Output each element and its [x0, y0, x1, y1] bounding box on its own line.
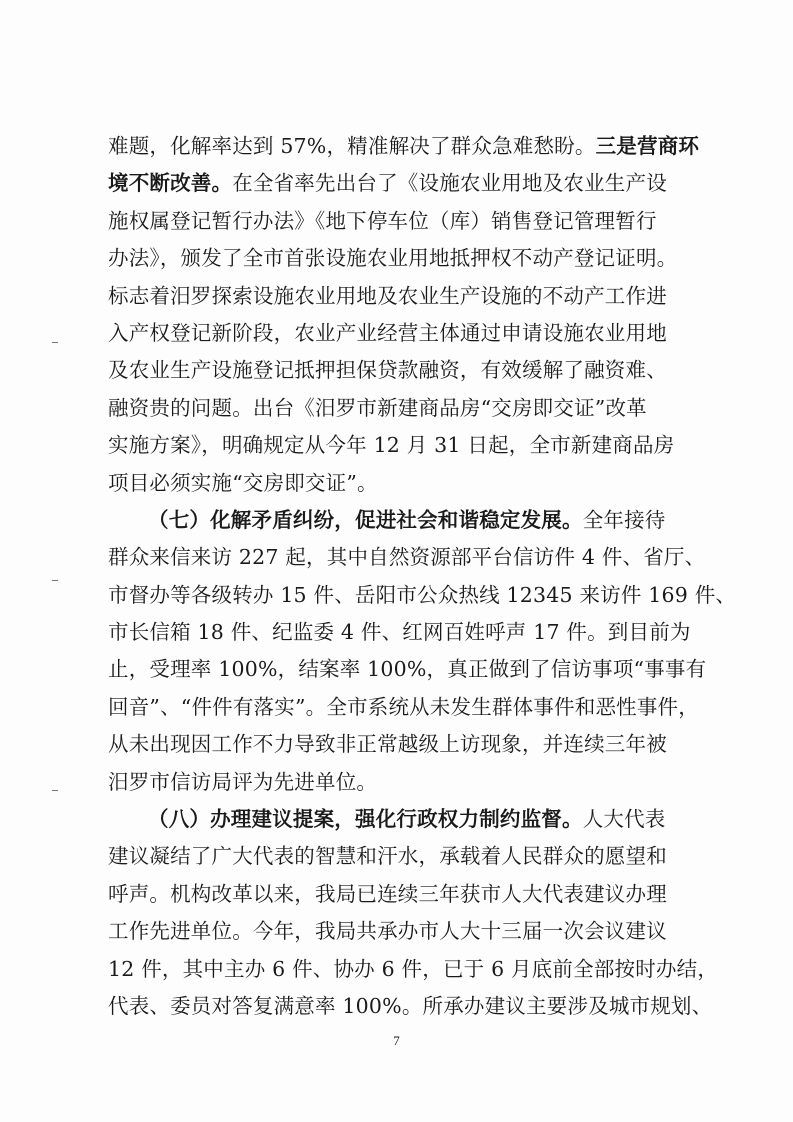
- text-run: 呼声。机构改革以来，我局已连续三年获市人大代表建议办理: [108, 881, 667, 906]
- bold-text-run: （八）办理建议提案，强化行政权力制约监督。: [148, 807, 583, 832]
- text-line: [108, 352, 688, 389]
- text-line: [108, 614, 691, 651]
- bold-text-run: （七）化解矛盾纠纷，促进社会和谐稳定发展。: [148, 507, 583, 532]
- text-line: [108, 427, 688, 464]
- text-run: 12 件，其中主办 6 件、协办 6 件，已于 6 月底前全部按时办结，: [108, 956, 719, 981]
- text-run: 全年接待: [582, 507, 666, 532]
- text-line: [108, 876, 688, 913]
- text-run: 项目必须实施“交房即交证”。: [108, 470, 378, 495]
- text-line: [108, 502, 688, 539]
- text-line: [108, 240, 688, 277]
- text-run: 工作先进单位。今年，我局共承办市人大十三届一次会议建议: [108, 919, 667, 944]
- text-run: 融资贵的问题。出台《汨罗市新建商品房“交房即交证”改革: [108, 395, 647, 420]
- text-run: 办法》，颁发了全市首张设施农业用地抵押权不动产登记证明。: [108, 246, 678, 271]
- text-line: [108, 203, 688, 240]
- text-run: 难题，化解率达到 57%，精准解决了群众急难愁盼。: [108, 134, 596, 158]
- text-run: 标志着汨罗探索设施农业用地及农业生产设施的不动产工作进: [108, 283, 667, 308]
- text-line: [108, 128, 700, 165]
- text-line: [108, 689, 699, 726]
- scan-mark: [52, 342, 58, 343]
- text-line: [108, 165, 688, 202]
- text-line: [108, 651, 707, 688]
- text-run: 在全省率先出台了《设施农业用地及农业生产设: [232, 171, 667, 196]
- text-line: [108, 465, 688, 502]
- text-line: [108, 315, 688, 352]
- text-run: 汨罗市信访局评为先进单位。: [108, 769, 378, 794]
- text-line: [108, 278, 688, 315]
- text-run: 市长信箱 18 件、纪监委 4 件、红网百姓呼声 17 件。到目前为: [108, 620, 691, 645]
- text-line: [108, 577, 737, 614]
- text-line: [108, 951, 719, 988]
- bold-text-run: 境不断改善。: [108, 171, 233, 196]
- text-run: 市督办等各级转办 15 件、岳阳市公众热线 12345 来访件 169 件、: [108, 582, 737, 607]
- text-line: [108, 838, 688, 875]
- text-line: [108, 726, 688, 763]
- bold-text-run: 三是营商环: [595, 134, 700, 158]
- text-run: 回音”、“件件有落实”。全市系统从未发生群体事件和恶性事件，: [108, 694, 699, 719]
- scan-mark: [52, 790, 58, 791]
- text-run: 人大代表: [582, 807, 666, 832]
- text-line: [108, 390, 688, 427]
- text-run: 入产权登记新阶段，农业产业经营主体通过申请设施农业用地: [108, 320, 667, 345]
- text-line: [108, 988, 713, 1025]
- text-line: [108, 801, 688, 838]
- text-run: 止，受理率 100%，结案率 100%，真正做到了信访事项“事事有: [108, 657, 707, 682]
- text-line: [108, 764, 688, 801]
- text-line: [108, 913, 688, 950]
- scan-mark: [52, 580, 58, 581]
- text-run: 代表、委员对答复满意率 100%。所承办建议主要涉及城市规划、: [108, 993, 713, 1018]
- text-run: 施权属登记暂行办法》《地下停车位（库）销售登记管理暂行: [108, 208, 657, 233]
- text-run: 建议凝结了广大代表的智慧和汗水，承载着人民群众的愿望和: [108, 844, 667, 869]
- text-run: 实施方案》，明确规定从今年 12 月 31 日起，全市新建商品房: [108, 433, 675, 458]
- body-text: [108, 128, 737, 1025]
- page-number: 7: [393, 1033, 400, 1048]
- text-run: 群众来信来访 227 起，其中自然资源部平台信访件 4 件、省厅、: [108, 545, 706, 570]
- text-run: 从未出现因工作不力导致非正常越级上访现象，并连续三年被: [108, 732, 667, 757]
- text-run: 及农业生产设施登记抵押担保贷款融资，有效缓解了融资难、: [108, 358, 667, 383]
- text-line: [108, 539, 706, 576]
